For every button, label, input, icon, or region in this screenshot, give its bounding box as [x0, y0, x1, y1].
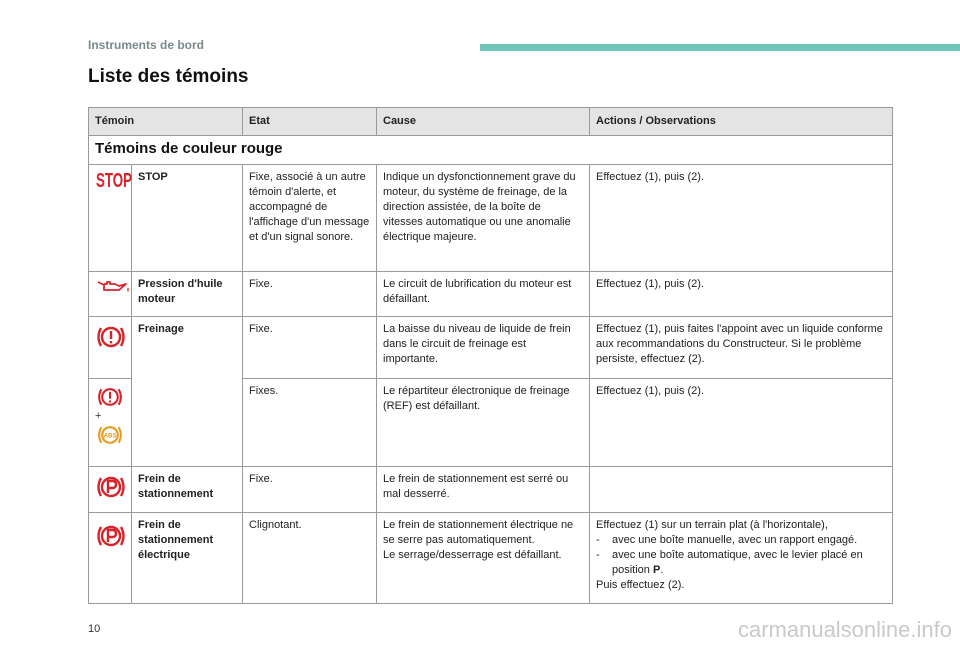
warning-action: Effectuez (1), puis (2). [590, 272, 893, 317]
warning-etat: Fixe, associé à un autre témoin d'alerte, et accompagné de l'affichage d'un message et d'un signal sonore. [243, 165, 377, 272]
abs-icon [95, 422, 125, 448]
warning-action [590, 513, 893, 604]
warning-etat: Fixe. [243, 317, 377, 379]
column-header-etat: Etat [243, 108, 377, 136]
parking-brake-icon [95, 472, 125, 502]
warning-name: STOP [132, 165, 243, 272]
table-row [89, 317, 893, 379]
page-title: Liste des témoins [88, 66, 249, 87]
bullet-dash: - [596, 549, 600, 561]
oil-pressure-icon [95, 277, 125, 295]
svg-text:STOP: STOP [96, 170, 132, 190]
warning-etat: Clignotant. [243, 513, 377, 604]
bullet-text: avec une boîte automatique, avec le levier placé en position P. [612, 549, 863, 576]
warning-name: Pression d'huile moteur [132, 272, 243, 317]
warning-cause: Le frein de stationnement est serré ou mal desserré. [377, 467, 590, 513]
action-intro: Effectuez (1) sur un terrain plat (à l'horizontale), [596, 519, 828, 531]
action-bullet [596, 533, 886, 548]
brake-icon [95, 384, 125, 410]
plus-sign: + [95, 410, 102, 422]
warning-action: Effectuez (1), puis (2). [590, 165, 893, 272]
table-row [89, 513, 893, 604]
table-header-row [89, 108, 893, 136]
warning-name: Frein de stationnement [132, 467, 243, 513]
subheading-red-lights: Témoins de couleur rouge [89, 136, 893, 165]
table-row [89, 272, 893, 317]
watermark: carmanualsonline.info [737, 617, 952, 642]
icon-cell [89, 272, 132, 317]
stop-icon [95, 170, 132, 190]
icon-cell [89, 467, 132, 513]
warning-action: Effectuez (1), puis faites l'appoint avec un liquide conforme aux recommandations du Constructeur. Si le problème persiste, effectuez (2). [590, 317, 893, 379]
warning-cause: La baisse du niveau de liquide de frein dans le circuit de freinage est importante. [377, 317, 590, 379]
warning-etat: Fixe. [243, 467, 377, 513]
icon-cell [89, 165, 132, 272]
icon-cell [89, 379, 132, 467]
table-subheading-row [89, 136, 893, 165]
brake-icon [95, 322, 125, 352]
action-bullet [596, 548, 886, 578]
warning-etat: Fixes. [243, 379, 377, 467]
warning-cause [377, 513, 590, 604]
cause-line: Le frein de stationnement électrique ne se serre pas automatiquement. [383, 519, 574, 546]
warning-name: Frein de stationnement électrique [132, 513, 243, 604]
warning-cause: Le circuit de lubrification du moteur est défaillant. [377, 272, 590, 317]
warning-cause: Indique un dysfonctionnement grave du moteur, du système de freinage, de la direction assistée, de la boîte de vitesses automatique ou une anomalie électrique majeure. [377, 165, 590, 272]
header-accent-bar [480, 44, 960, 51]
column-header-temoin: Témoin [89, 108, 243, 136]
column-header-cause: Cause [377, 108, 590, 136]
warning-lights-table [88, 107, 893, 604]
section-header: Instruments de bord [88, 38, 205, 52]
warning-action: Effectuez (1), puis (2). [590, 379, 893, 467]
electric-parking-brake-icon [95, 521, 125, 551]
warning-cause: Le répartiteur électronique de freinage (REF) est défaillant. [377, 379, 590, 467]
cause-line: Le serrage/desserrage est défaillant. [383, 549, 562, 561]
table-row [89, 467, 893, 513]
action-outro: Puis effectuez (2). [596, 579, 685, 591]
warning-etat: Fixe. [243, 272, 377, 317]
page-number: 10 [88, 623, 101, 635]
bullet-dash: - [596, 534, 600, 546]
table-row [89, 165, 893, 272]
warning-name: Freinage [132, 317, 243, 467]
bullet-text: avec une boîte manuelle, avec un rapport engagé. [612, 534, 858, 546]
svg-text:ABS: ABS [103, 433, 117, 440]
icon-cell [89, 513, 132, 604]
column-header-actions: Actions / Observations [590, 108, 893, 136]
gear-position-label: P [652, 564, 661, 576]
warning-action [590, 467, 893, 513]
icon-cell [89, 317, 132, 379]
